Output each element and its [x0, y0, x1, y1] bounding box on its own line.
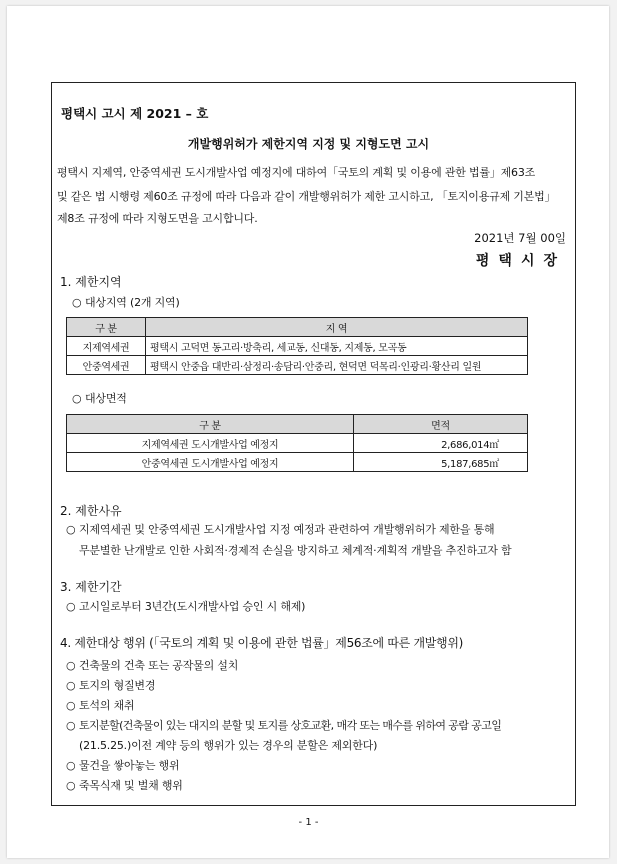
table-header: 면적 [354, 415, 528, 434]
table-header-row [67, 318, 528, 337]
table-cell: 안중역세권 [67, 356, 146, 375]
list-item: ○ 토지분할(건축물이 있는 대지의 분할 및 토지를 상호교환, 매각 또는 매수를 위하여 공람 공고일 [66, 719, 502, 732]
bullet-icon: ○ [72, 392, 82, 405]
bullet-icon: ○ [66, 759, 76, 772]
bullet-icon: ○ [66, 779, 76, 792]
size-label: ○ 대상면적 [72, 392, 127, 405]
size-table [66, 414, 528, 472]
list-item: ○ 죽목식재 및 벌채 행위 [66, 779, 183, 792]
section-2-heading: 2. 제한사유 [60, 504, 122, 518]
table-header: 구 분 [67, 415, 354, 434]
table-cell: 지제역세권 [67, 337, 146, 356]
bullet-icon: ○ [66, 719, 75, 732]
page-number: - 1 - [298, 817, 319, 828]
section-3-heading: 3. 제한기간 [60, 580, 122, 594]
list-item: ○ 물건을 쌓아놓는 행위 [66, 759, 180, 772]
reason-line-2: 무분별한 난개발로 인한 사회적·경제적 손실을 방지하고 체계적·계획적 개발을 추진하고자 함 [79, 544, 512, 557]
table-header: 지 역 [146, 318, 528, 337]
document-title: 개발행위허가 제한지역 지정 및 지형도면 고시 [187, 137, 430, 151]
table-header: 구 분 [67, 318, 146, 337]
list-item: ○ 건축물의 건축 또는 공작물의 설치 [66, 659, 239, 672]
notice-number: 평택시 고시 제 2021 – 호 [61, 106, 209, 121]
table-header-row [67, 415, 528, 434]
list-item-continuation: (21.5.25.)이전 계약 등의 행위가 있는 경우의 분할은 제외한다) [79, 739, 378, 752]
intro-line-1: 평택시 지제역, 안중역세권 도시개발사업 예정지에 대하여「국토의 계획 및 이용에 관한 법률」제63조 [57, 166, 536, 179]
intro-line-2: 및 같은 법 시행령 제60조 규정에 따라 다음과 같이 개발행위허가 제한 고시하고, 「토지이용규제 기본법」 [57, 190, 556, 203]
bullet-icon: ○ [66, 659, 76, 672]
table-row [67, 453, 528, 472]
period-line: ○ 고시일로부터 3년간(도시개발사업 승인 시 해제) [66, 600, 306, 613]
table-cell: 안중역세권 도시개발사업 예정지 [67, 453, 354, 472]
table-cell: 평택시 안중읍 대반리·삼정리·송담리·안중리, 현덕면 덕목리·인광리·황산리 일원 [146, 356, 528, 375]
section-4-heading: 4. 제한대상 행위 (「국토의 계획 및 이용에 관한 법률」제56조에 따른 개발행위) [60, 636, 464, 650]
table-cell: 평택시 고덕면 동고리·방축리, 세교동, 신대동, 지제동, 모곡동 [146, 337, 528, 356]
section-1-heading: 1. 제한지역 [60, 275, 122, 289]
reason-line-1: ○ 지제역세권 및 안중역세권 도시개발사업 지정 예정과 관련하여 개발행위허가 제한을 통해 [66, 523, 495, 536]
bullet-icon: ○ [72, 296, 82, 309]
list-item: ○ 토지의 형질변경 [66, 679, 156, 692]
table-row [67, 337, 528, 356]
table-row [67, 434, 528, 453]
area-label: ○ 대상지역 (2개 지역) [72, 296, 180, 309]
table-cell: 2,686,014㎡ [354, 434, 528, 453]
table-row [67, 356, 528, 375]
table-cell: 5,187,685㎡ [354, 453, 528, 472]
table-cell: 지제역세권 도시개발사업 예정지 [67, 434, 354, 453]
issuer-name: 평택시장 [475, 253, 566, 269]
bullet-icon: ○ [66, 699, 76, 712]
area-table [66, 317, 528, 375]
bullet-icon: ○ [66, 679, 76, 692]
list-item: ○ 토석의 채취 [66, 699, 135, 712]
bullet-icon: ○ [66, 523, 76, 536]
bullet-icon: ○ [66, 600, 76, 613]
notice-date: 2021년 7월 00일 [474, 231, 566, 245]
intro-line-3: 제8조 규정에 따라 지형도면을 고시합니다. [57, 212, 258, 225]
